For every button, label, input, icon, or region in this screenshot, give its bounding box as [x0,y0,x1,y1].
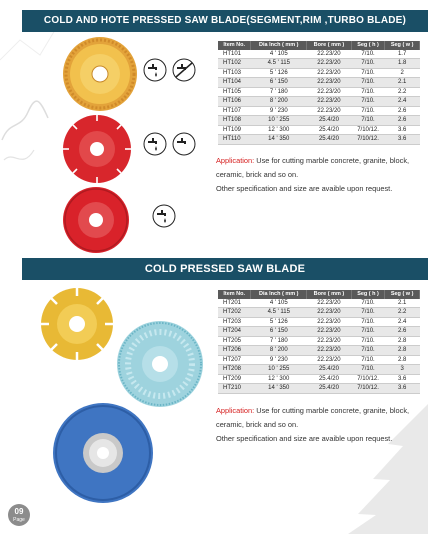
table-cell: 22.23/20 [307,59,352,69]
table-cell: HT206 [218,346,251,356]
page-label: Page [13,517,25,523]
wet-cut-icon [143,132,167,156]
column-header: Bore ( mm ) [307,290,352,299]
table-cell: 7/10. [351,355,385,365]
table-header-row [218,290,420,299]
table-cell: 14 ' 350 [251,135,307,145]
application-note [216,404,422,446]
table-cell: 2.1 [385,78,420,88]
table-cell: 6 ' 150 [251,78,307,88]
table-cell: 22.23/20 [307,327,352,337]
table-cell: HT107 [218,106,251,116]
table-cell: 2.6 [385,106,420,116]
table-cell: 3.6 [385,374,420,384]
table-row [218,327,420,337]
column-header: Dia Inch ( mm ) [251,41,307,50]
application-note [216,154,422,196]
table-cell: 12 ' 300 [251,125,307,135]
table-cell: 22.23/20 [307,106,352,116]
table-cell: 25.4/20 [307,384,352,394]
column-header: Seg ( w ) [385,290,420,299]
segment-blade-image-yellow [40,287,114,361]
table-cell: 9 ' 230 [251,355,307,365]
table-row [218,308,420,318]
table-cell: 6 ' 150 [251,327,307,337]
table-header-row [218,41,420,50]
table-cell: 7/10. [351,78,385,88]
section-title-banner: COLD AND HOTE PRESSED SAW BLADE(SEGMENT,RIM ,TURBO BLADE) [22,10,428,32]
table-cell: 22.23/20 [307,299,352,308]
table-cell: 25.4/20 [307,135,352,145]
table-cell: 14 ' 350 [251,384,307,394]
table-cell: 2.2 [385,87,420,97]
table-cell: 22.23/20 [307,50,352,59]
column-header: Seg ( h ) [351,290,385,299]
table-row [218,116,420,126]
table-cell: HT208 [218,365,251,375]
turbo-blade-image-yellow [62,36,138,112]
table-cell: 7/10. [351,308,385,318]
table-cell: 22.23/20 [307,308,352,318]
wet-cut-icon [143,58,167,82]
table-cell: 7/10. [351,50,385,59]
table-row [218,317,420,327]
table-cell: 3 [385,365,420,375]
table-cell: 7/10. [351,365,385,375]
table-cell: 22.23/20 [307,97,352,107]
column-header: Seg ( h ) [351,41,385,50]
table-cell: HT109 [218,125,251,135]
availability-note: Other specification and size are avaible upon request. [216,184,393,193]
flange-blade-image-blue [52,402,154,504]
page-number: 09 [14,507,24,516]
table-cell: 25.4/20 [307,116,352,126]
table-cell: 10 ' 255 [251,116,307,126]
segment-blade-image-red [62,114,132,184]
table-cell: 7 ' 180 [251,87,307,97]
table-row [218,68,420,78]
table-cell: 12 ' 300 [251,374,307,384]
table-cell: 7/10. [351,68,385,78]
turbo-blade-image-blue [116,320,204,408]
table-cell: HT104 [218,78,251,88]
table-cell: 22.23/20 [307,87,352,97]
table-cell: HT205 [218,336,251,346]
table-cell: HT201 [218,299,251,308]
table-cell: 10 ' 255 [251,365,307,375]
table-cell: 1.7 [385,50,420,59]
table-row [218,106,420,116]
table-row [218,97,420,107]
table-cell: 25.4/20 [307,125,352,135]
application-label: Application: [216,156,255,165]
table-cell: HT202 [218,308,251,318]
table-row [218,125,420,135]
table-cell: 4.5 ' 115 [251,308,307,318]
table-row [218,346,420,356]
table-row [218,135,420,145]
table-cell: 7/10. [351,346,385,356]
table-row [218,59,420,69]
table-cell: 22.23/20 [307,317,352,327]
table-cell: 7/10. [351,106,385,116]
table-row [218,50,420,59]
table-cell: 7/10. [351,97,385,107]
table-cell: 5 ' 126 [251,68,307,78]
table-cell: 7/10. [351,59,385,69]
table-cell: HT103 [218,68,251,78]
table-cell: 2.2 [385,308,420,318]
table-cell: 2.8 [385,355,420,365]
table-row [218,374,420,384]
spec-table-section2 [218,290,420,394]
table-row [218,355,420,365]
table-cell: 22.23/20 [307,355,352,365]
table-cell: 3.6 [385,384,420,394]
table-cell: 8 ' 200 [251,346,307,356]
table-cell: 2.4 [385,97,420,107]
table-cell: 8 ' 200 [251,97,307,107]
wet-cut-icon [152,204,176,228]
table-cell: 7/10/12. [351,384,385,394]
table-cell: 2.1 [385,299,420,308]
column-header: Seg ( w ) [385,41,420,50]
table-cell: 25.4/20 [307,365,352,375]
table-cell: 7/10. [351,327,385,337]
table-cell: 3.6 [385,125,420,135]
table-cell: 7 ' 180 [251,336,307,346]
table-cell: 4 ' 105 [251,299,307,308]
table-cell: 7/10/12. [351,374,385,384]
table-cell: 4 ' 105 [251,50,307,59]
table-cell: 2.8 [385,346,420,356]
no-dry-cut-icon [172,58,196,82]
table-row [218,78,420,88]
table-cell: 22.23/20 [307,336,352,346]
table-cell: 3.6 [385,135,420,145]
table-row [218,87,420,97]
table-cell: 25.4/20 [307,374,352,384]
column-header: Bore ( mm ) [307,41,352,50]
table-row [218,384,420,394]
dry-cut-icon [172,132,196,156]
table-cell: HT210 [218,384,251,394]
continuous-rim-blade-image-red [62,186,130,254]
table-cell: 9 ' 230 [251,106,307,116]
application-label: Application: [216,406,255,415]
table-row [218,336,420,346]
column-header: Item No. [218,41,251,50]
table-cell: 2.4 [385,317,420,327]
table-cell: 7/10. [351,336,385,346]
table-cell: 7/10. [351,317,385,327]
table-cell: 2.6 [385,327,420,337]
table-cell: 1.8 [385,59,420,69]
application-text: Use for cutting marble concrete, granite, block, ceramic, brick and so on. [216,406,410,429]
table-cell: HT110 [218,135,251,145]
table-cell: 22.23/20 [307,346,352,356]
page-number-badge [8,504,30,526]
table-cell: HT105 [218,87,251,97]
table-cell: HT106 [218,97,251,107]
table-cell: HT101 [218,50,251,59]
table-cell: HT207 [218,355,251,365]
table-cell: 5 ' 126 [251,317,307,327]
table-cell: 2 [385,68,420,78]
table-cell: 22.23/20 [307,68,352,78]
table-cell: 4.5 ' 115 [251,59,307,69]
table-cell: 7/10. [351,87,385,97]
section-title-banner: COLD PRESSED SAW BLADE [22,258,428,280]
table-cell: HT204 [218,327,251,337]
table-cell: 7/10/12. [351,135,385,145]
table-cell: 2.6 [385,116,420,126]
table-row [218,365,420,375]
column-header: Item No. [218,290,251,299]
column-header: Dia Inch ( mm ) [251,290,307,299]
table-cell: 7/10. [351,116,385,126]
table-cell: 7/10. [351,299,385,308]
availability-note: Other specification and size are avaible upon request. [216,434,393,443]
table-cell: 7/10/12. [351,125,385,135]
table-cell: HT203 [218,317,251,327]
table-cell: 22.23/20 [307,78,352,88]
table-cell: HT102 [218,59,251,69]
table-row [218,299,420,308]
table-cell: HT209 [218,374,251,384]
application-text: Use for cutting marble concrete, granite, block, ceramic, brick and so on. [216,156,410,179]
table-cell: 2.8 [385,336,420,346]
table-cell: HT108 [218,116,251,126]
spec-table-section1 [218,41,420,145]
